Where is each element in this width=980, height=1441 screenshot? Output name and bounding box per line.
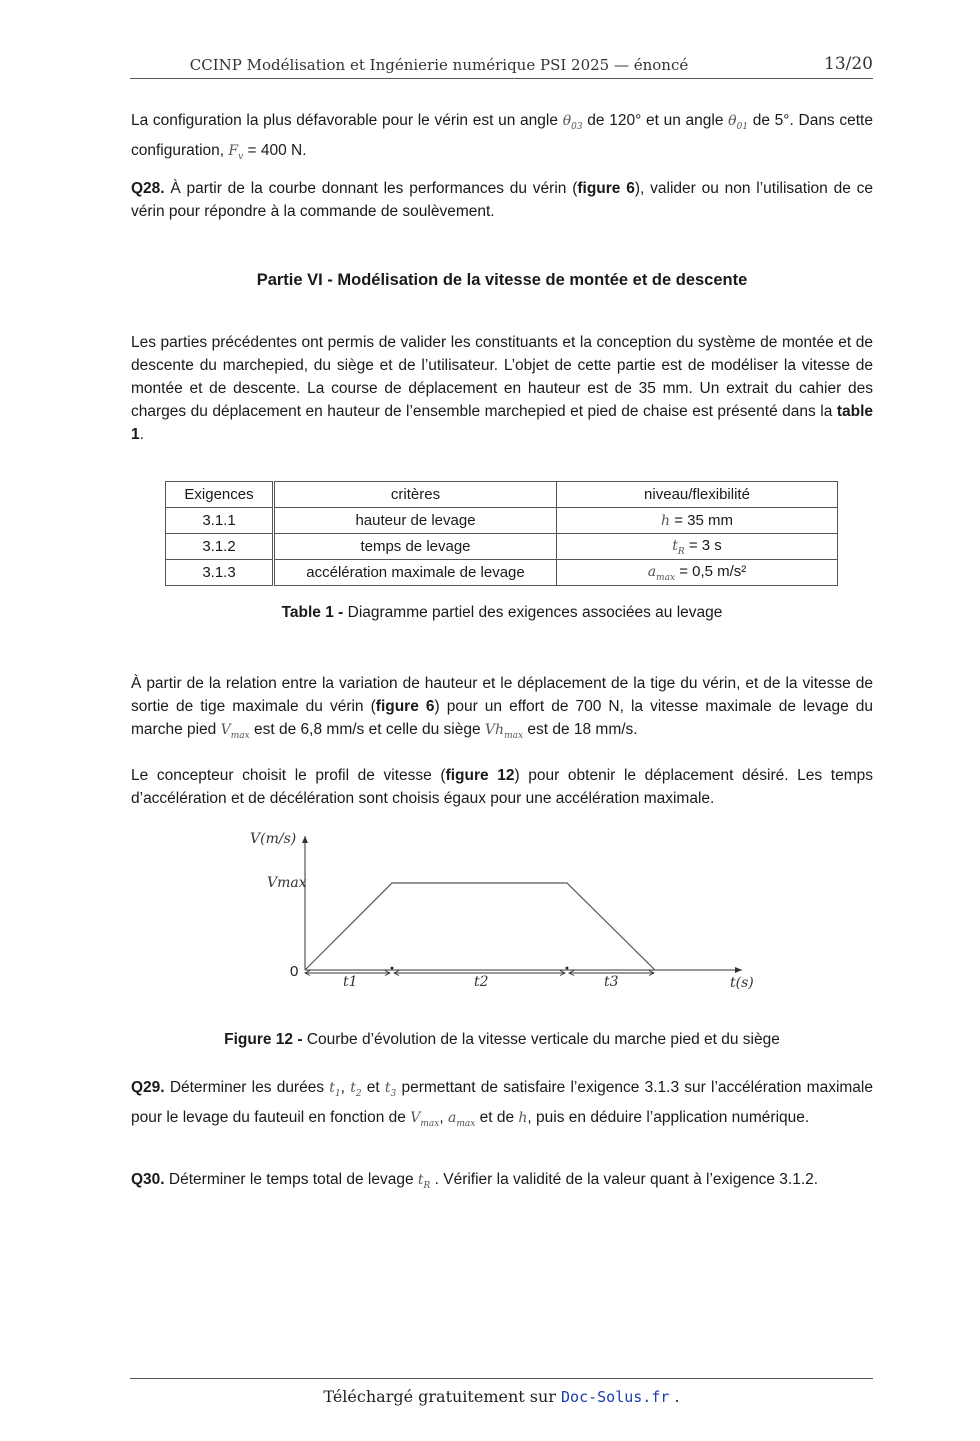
table-row (166, 560, 838, 586)
velocity-profile-figure (240, 822, 770, 1002)
page-header (130, 52, 873, 79)
text: Les parties précédentes ont permis de valider les constituants et la conception du système de montée et de descente du marchepied, du siège et de l’utilisateur. L’objet de cette partie est de modéliser la vitesse de montée et de descente. La course de déplacement en hauteur est de 35 mm. Un extrait du cahier des charges du déplacement en hauteur de l’ensemble marchepied et pied de chaise est présenté dans la (131, 334, 873, 420)
text: de 5°. Dans cette configuration, (131, 112, 873, 159)
caption-text: Diagramme partiel des exigences associées au levage (343, 604, 723, 621)
text: et de (475, 1108, 519, 1126)
t2-label: t2 (474, 974, 489, 990)
text: est de 18 mm/s. (523, 721, 638, 738)
caption-label: Table 1 - (281, 604, 344, 621)
velocity-curve (305, 883, 655, 970)
theta01-symbol: $\theta_{01}$ (728, 113, 749, 132)
value: = 3 s (684, 536, 722, 554)
t1-label: t1 (343, 974, 358, 990)
criterion: temps de levage (274, 534, 557, 560)
page-footer (130, 1387, 873, 1406)
text: ) pour un effort de 700 N, la vitesse maximale de levage du marche pied (131, 698, 874, 738)
text: permettant de satisfaire l’exigence 3.1.3 sur l’accélération maximale pour le levage du fauteuil en fonction de (131, 1079, 873, 1126)
y-axis-label: V(m/s) (250, 831, 297, 847)
x-axis-label: t(s) (730, 975, 754, 991)
requirements-table (165, 481, 838, 586)
question-label: Q29. (131, 1079, 165, 1096)
amax-symbol: $a_{max}$ (647, 563, 676, 583)
caption-text: Courbe d’évolution de la vitesse verticale du marche pied et du siège (302, 1031, 780, 1048)
h-symbol: h (518, 1109, 528, 1126)
figure-reference: figure 12 (445, 767, 515, 784)
caption-label: Figure 12 - (224, 1031, 303, 1048)
text: , (340, 1079, 351, 1096)
vmax-label: Vmax (267, 875, 307, 891)
column-header: critères (274, 482, 557, 508)
question-30 (131, 1168, 873, 1198)
footer-text: Téléchargé gratuitement sur (323, 1387, 562, 1406)
theta03-symbol: $\theta_{03}$ (562, 113, 583, 132)
value: = 35 mm (670, 512, 733, 529)
text: La configuration la plus défavorable pour le vérin est un angle (131, 112, 563, 129)
section-intro-paragraph (131, 331, 873, 446)
requirement-id: 3.1.1 (166, 508, 274, 534)
figure-reference: figure 6 (375, 698, 435, 715)
table-row (166, 534, 838, 560)
h-symbol: h (661, 513, 671, 529)
text: À partir de la relation entre la variation de hauteur et le déplacement de la tige du vérin, et de la vitesse de sortie de tige maximale du vérin ( (131, 675, 873, 715)
text: ), valider ou non l’utilisation de ce vérin pour répondre à la commande de soulèvement. (131, 180, 874, 220)
question-28 (131, 177, 873, 223)
t2-symbol: $t_2$ (350, 1080, 362, 1099)
origin-label: 0 (290, 963, 299, 980)
tr-symbol: $t_R$ (417, 1172, 431, 1191)
text: À partir de la courbe donnant les performances du vérin ( (164, 180, 578, 197)
intro-paragraph (131, 109, 873, 169)
column-header: Exigences (166, 482, 274, 508)
table-header-row (166, 482, 838, 508)
text: et (361, 1079, 385, 1096)
tr-symbol: $t_R$ (672, 537, 685, 557)
table-caption (131, 604, 873, 622)
footer-text: . (669, 1387, 680, 1406)
text: = 400 N. (243, 141, 307, 159)
text: . (139, 426, 144, 443)
column-header: niveau/flexibilité (557, 482, 838, 508)
level (557, 534, 838, 560)
profile-paragraph (131, 764, 873, 810)
section-title: Partie VI - Modélisation de la vitesse de montée et de descente (256, 271, 748, 289)
text: est de 6,8 mm/s et celle du siège (249, 721, 485, 738)
level (557, 508, 838, 534)
text: Déterminer les durées (164, 1079, 330, 1096)
text: de 120° et un angle (582, 112, 729, 129)
fv-symbol: $F_v$ (228, 142, 244, 162)
page-number: 13/20 (824, 54, 873, 74)
text: , puis en déduire l’application numérique. (527, 1108, 810, 1126)
requirement-id: 3.1.2 (166, 534, 274, 560)
source-link[interactable]: Doc-Solus.fr (561, 1388, 670, 1406)
vmax-symbol: $V_{max}$ (220, 722, 250, 741)
requirement-id: 3.1.3 (166, 560, 274, 586)
vhmax-symbol: $Vh_{max}$ (484, 722, 524, 741)
text: Déterminer le temps total de levage (164, 1171, 418, 1188)
footer-divider (130, 1378, 873, 1379)
header-title: CCINP Modélisation et Ingénierie numérique PSI 2025 — énoncé (189, 56, 689, 74)
table-reference: table 1 (131, 403, 873, 443)
t3-label: t3 (604, 974, 619, 990)
question-label: Q30. (131, 1171, 165, 1188)
figure-caption (131, 1031, 873, 1049)
amax-symbol: $a_{max}$ (447, 1109, 476, 1129)
level (557, 560, 838, 586)
question-29 (131, 1076, 873, 1136)
velocity-paragraph (131, 672, 873, 748)
t1-symbol: $t_1$ (329, 1080, 341, 1099)
question-label: Q28. (131, 180, 165, 197)
text: , (439, 1108, 448, 1126)
figure-reference: figure 6 (577, 180, 635, 197)
t3-symbol: $t_3$ (384, 1080, 397, 1099)
text: Le concepteur choisit le profil de vitesse ( (131, 767, 446, 784)
table-row (166, 508, 838, 534)
text: . Vérifier la validité de la valeur quant à l’exigence 3.1.2. (430, 1171, 819, 1188)
value: = 0,5 m/s² (675, 562, 747, 580)
criterion: accélération maximale de levage (274, 560, 557, 586)
criterion: hauteur de levage (274, 508, 557, 534)
text: ) pour obtenir le déplacement désiré. Les temps d’accélération et de décélération sont choisis égaux pour une accélération maximale. (131, 767, 874, 807)
vmax-symbol: $V_{max}$ (410, 1109, 440, 1129)
